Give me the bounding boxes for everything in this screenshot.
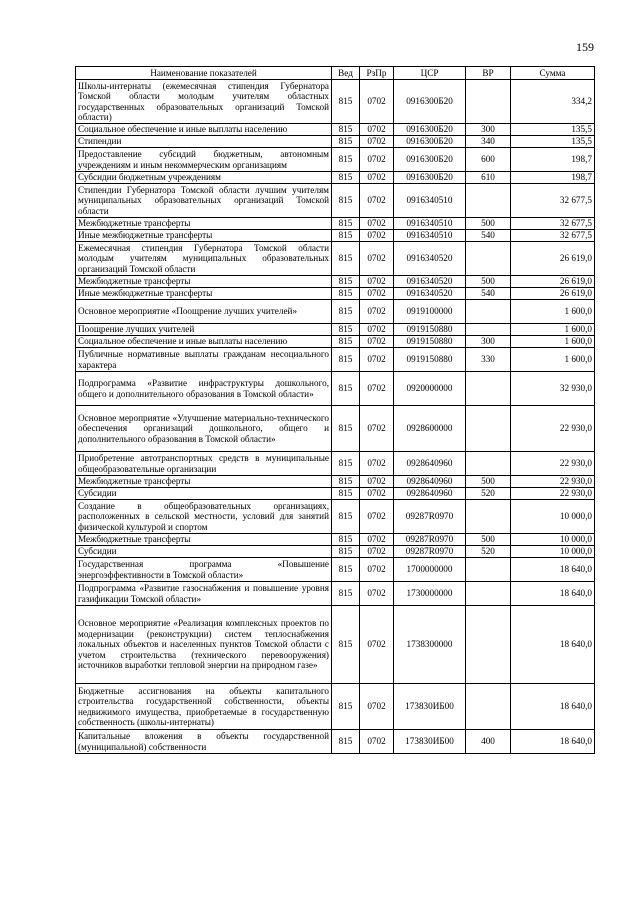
cell-name: Предоставление субсидий бюджетным, автономным учреждениям и иным некоммерческим организациям: [76, 148, 332, 172]
table-row: [76, 300, 595, 324]
cell-rzpr: 0702: [360, 230, 394, 242]
table-row: [76, 336, 595, 348]
cell-name: Стипендии: [76, 136, 332, 148]
cell-ved: 815: [332, 558, 360, 582]
cell-vr: [466, 582, 511, 606]
cell-rzpr: 0702: [360, 406, 394, 452]
cell-name: Субсидии: [76, 546, 332, 558]
cell-sum: 32 930,0: [511, 372, 595, 406]
cell-name: Школы-интернаты (ежемесячная стипендия Губернатора Томской области молодым учителям областных государственных образовательных организаций Томской области): [76, 80, 332, 124]
cell-sum: 32 677,5: [511, 184, 595, 218]
cell-name: Поощрение лучших учителей: [76, 324, 332, 336]
cell-vr: 520: [466, 546, 511, 558]
cell-rzpr: 0702: [360, 124, 394, 136]
cell-sum: 135,5: [511, 124, 595, 136]
cell-rzpr: 0702: [360, 452, 394, 476]
cell-csr: 1738300000: [394, 606, 466, 684]
cell-rzpr: 0702: [360, 300, 394, 324]
cell-vr: 610: [466, 172, 511, 184]
cell-ved: 815: [332, 684, 360, 730]
cell-sum: 1 600,0: [511, 336, 595, 348]
cell-ved: 815: [332, 324, 360, 336]
cell-vr: 500: [466, 218, 511, 230]
cell-ved: 815: [332, 300, 360, 324]
cell-sum: 1 600,0: [511, 324, 595, 336]
cell-ved: 815: [332, 534, 360, 546]
budget-table: [75, 66, 595, 754]
cell-vr: [466, 452, 511, 476]
cell-name: Бюджетные ассигнования на объекты капитального строительства государственной собственности, объекты недвижимого имущества, приобретаемые в государственную собственность (школы-интернаты): [76, 684, 332, 730]
cell-ved: 815: [332, 230, 360, 242]
cell-csr: 0916340510: [394, 218, 466, 230]
cell-ved: 815: [332, 288, 360, 300]
cell-sum: 26 619,0: [511, 288, 595, 300]
cell-ved: 815: [332, 218, 360, 230]
cell-rzpr: 0702: [360, 336, 394, 348]
cell-sum: 18 640,0: [511, 684, 595, 730]
cell-csr: 1700000000: [394, 558, 466, 582]
table-row: [76, 324, 595, 336]
header-ved: Вед: [332, 67, 360, 80]
cell-ved: 815: [332, 184, 360, 218]
table-row: [76, 172, 595, 184]
cell-csr: 0916300Б20: [394, 172, 466, 184]
cell-vr: 500: [466, 276, 511, 288]
table-row: [76, 476, 595, 488]
cell-ved: 815: [332, 606, 360, 684]
cell-sum: 18 640,0: [511, 582, 595, 606]
cell-csr: 0928640960: [394, 452, 466, 476]
cell-name: Приобретение автотранспортных средств в муниципальные общеобразовательные организации: [76, 452, 332, 476]
table-row: [76, 80, 595, 124]
table-row: [76, 684, 595, 730]
table-body: [76, 80, 595, 754]
cell-ved: 815: [332, 546, 360, 558]
table-row: [76, 372, 595, 406]
cell-csr: 0920000000: [394, 372, 466, 406]
cell-sum: 22 930,0: [511, 406, 595, 452]
cell-vr: [466, 372, 511, 406]
cell-csr: 09287R0970: [394, 500, 466, 534]
cell-csr: 0928640960: [394, 476, 466, 488]
cell-vr: 300: [466, 124, 511, 136]
cell-name: Межбюджетные трансферты: [76, 534, 332, 546]
table-row: [76, 184, 595, 218]
table-row: [76, 582, 595, 606]
cell-rzpr: 0702: [360, 500, 394, 534]
cell-ved: 815: [332, 242, 360, 276]
cell-csr: 0916340520: [394, 276, 466, 288]
cell-rzpr: 0702: [360, 172, 394, 184]
cell-csr: 0916340520: [394, 288, 466, 300]
cell-sum: 22 930,0: [511, 452, 595, 476]
cell-ved: 815: [332, 148, 360, 172]
cell-vr: [466, 606, 511, 684]
cell-rzpr: 0702: [360, 488, 394, 500]
cell-name: Основное мероприятие «Реализация комплексных проектов по модернизации (реконструкции) систем теплоснабжения локальных объектов и населенных пунктов Томской области с учетом строительства (технического перевооружения) источников выработки тепловой энергии на природном газе»: [76, 606, 332, 684]
cell-sum: 18 640,0: [511, 558, 595, 582]
table-row: [76, 288, 595, 300]
table-row: [76, 348, 595, 372]
cell-sum: 22 930,0: [511, 476, 595, 488]
cell-name: Межбюджетные трансферты: [76, 218, 332, 230]
cell-name: Социальное обеспечение и иные выплаты населению: [76, 124, 332, 136]
cell-sum: 10 000,0: [511, 534, 595, 546]
cell-ved: 815: [332, 476, 360, 488]
cell-csr: 0919150880: [394, 336, 466, 348]
cell-ved: 815: [332, 172, 360, 184]
header-name: Наименование показателей: [76, 67, 332, 80]
cell-name: Основное мероприятие «Улучшение материально-технического обеспечения организаций дошкольного, общего и дополнительного образования в Томской области»: [76, 406, 332, 452]
cell-csr: 0916300Б20: [394, 80, 466, 124]
table-row: [76, 488, 595, 500]
table-row: [76, 452, 595, 476]
cell-vr: [466, 80, 511, 124]
cell-ved: 815: [332, 276, 360, 288]
cell-sum: 32 677,5: [511, 230, 595, 242]
table-row: [76, 242, 595, 276]
table-row: [76, 218, 595, 230]
cell-csr: 09287R0970: [394, 534, 466, 546]
cell-vr: 340: [466, 136, 511, 148]
cell-ved: 815: [332, 452, 360, 476]
cell-ved: 815: [332, 136, 360, 148]
header-csr: ЦСР: [394, 67, 466, 80]
table-row: [76, 230, 595, 242]
cell-name: Государственная программа «Повышение энергоэффективности в Томской области»: [76, 558, 332, 582]
cell-csr: 0916340510: [394, 230, 466, 242]
cell-sum: 198,7: [511, 148, 595, 172]
table-row: [76, 534, 595, 546]
table-row: [76, 606, 595, 684]
cell-csr: 0928640960: [394, 488, 466, 500]
cell-vr: 600: [466, 148, 511, 172]
table-row: [76, 124, 595, 136]
cell-vr: [466, 300, 511, 324]
cell-rzpr: 0702: [360, 242, 394, 276]
cell-rzpr: 0702: [360, 534, 394, 546]
cell-name: Социальное обеспечение и иные выплаты населению: [76, 336, 332, 348]
cell-rzpr: 0702: [360, 546, 394, 558]
cell-sum: 26 619,0: [511, 276, 595, 288]
cell-rzpr: 0702: [360, 606, 394, 684]
cell-sum: 26 619,0: [511, 242, 595, 276]
cell-rzpr: 0702: [360, 218, 394, 230]
cell-vr: [466, 184, 511, 218]
cell-name: Иные межбюджетные трансферты: [76, 288, 332, 300]
cell-rzpr: 0702: [360, 476, 394, 488]
cell-csr: 0916300Б20: [394, 136, 466, 148]
table-row: [76, 406, 595, 452]
cell-csr: 173830ИБ00: [394, 684, 466, 730]
header-rzpr: РзПр: [360, 67, 394, 80]
cell-ved: 815: [332, 80, 360, 124]
cell-vr: [466, 558, 511, 582]
cell-csr: 0916340510: [394, 184, 466, 218]
cell-sum: 32 677,5: [511, 218, 595, 230]
cell-vr: 400: [466, 730, 511, 754]
cell-csr: 173830ИБ00: [394, 730, 466, 754]
cell-name: Субсидии бюджетным учреждениям: [76, 172, 332, 184]
cell-name: Межбюджетные трансферты: [76, 476, 332, 488]
cell-ved: 815: [332, 582, 360, 606]
table-row: [76, 730, 595, 754]
cell-ved: 815: [332, 336, 360, 348]
cell-sum: 334,2: [511, 80, 595, 124]
cell-name: Основное мероприятие «Поощрение лучших учителей»: [76, 300, 332, 324]
cell-ved: 815: [332, 348, 360, 372]
cell-name: Создание в общеобразовательных организациях, расположенных в сельской местности, условий для занятий физической культурой и спортом: [76, 500, 332, 534]
table-row: [76, 558, 595, 582]
cell-sum: 18 640,0: [511, 606, 595, 684]
cell-csr: 0916340520: [394, 242, 466, 276]
cell-name: Межбюджетные трансферты: [76, 276, 332, 288]
cell-name: Иные межбюджетные трансферты: [76, 230, 332, 242]
cell-ved: 815: [332, 372, 360, 406]
cell-name: Стипендии Губернатора Томской области лучшим учителям муниципальных образовательных организаций Томской области: [76, 184, 332, 218]
cell-vr: [466, 242, 511, 276]
cell-vr: [466, 500, 511, 534]
table-row: [76, 546, 595, 558]
cell-rzpr: 0702: [360, 288, 394, 300]
cell-csr: 1730000000: [394, 582, 466, 606]
cell-sum: 18 640,0: [511, 730, 595, 754]
cell-name: Подпрограмма «Развитие инфраструктуры дошкольного, общего и дополнительного образования в Томской области»: [76, 372, 332, 406]
cell-rzpr: 0702: [360, 80, 394, 124]
cell-vr: 500: [466, 476, 511, 488]
cell-sum: 1 600,0: [511, 348, 595, 372]
table-row: [76, 276, 595, 288]
cell-rzpr: 0702: [360, 324, 394, 336]
cell-vr: [466, 406, 511, 452]
cell-ved: 815: [332, 500, 360, 534]
header-vr: ВР: [466, 67, 511, 80]
cell-name: Подпрограмма «Развитие газоснабжения и повышение уровня газификации Томской области»: [76, 582, 332, 606]
cell-name: Капитальные вложения в объекты государственной (муниципальной) собственности: [76, 730, 332, 754]
cell-csr: 0919150880: [394, 348, 466, 372]
cell-rzpr: 0702: [360, 276, 394, 288]
cell-sum: 10 000,0: [511, 546, 595, 558]
cell-vr: 500: [466, 534, 511, 546]
cell-vr: 520: [466, 488, 511, 500]
cell-ved: 815: [332, 124, 360, 136]
cell-vr: 540: [466, 288, 511, 300]
cell-rzpr: 0702: [360, 684, 394, 730]
cell-ved: 815: [332, 488, 360, 500]
cell-csr: 0916300Б20: [394, 124, 466, 136]
header-sum: Сумма: [511, 67, 595, 80]
cell-ved: 815: [332, 730, 360, 754]
table-row: [76, 148, 595, 172]
cell-rzpr: 0702: [360, 372, 394, 406]
cell-csr: 0919100000: [394, 300, 466, 324]
cell-rzpr: 0702: [360, 582, 394, 606]
cell-rzpr: 0702: [360, 136, 394, 148]
cell-csr: 0916300Б20: [394, 148, 466, 172]
table-row: [76, 136, 595, 148]
cell-vr: [466, 684, 511, 730]
table-row: [76, 500, 595, 534]
cell-csr: 09287R0970: [394, 546, 466, 558]
cell-rzpr: 0702: [360, 348, 394, 372]
cell-vr: 330: [466, 348, 511, 372]
cell-sum: 1 600,0: [511, 300, 595, 324]
cell-rzpr: 0702: [360, 148, 394, 172]
cell-csr: 0919150880: [394, 324, 466, 336]
cell-rzpr: 0702: [360, 184, 394, 218]
cell-sum: 10 000,0: [511, 500, 595, 534]
cell-sum: 22 930,0: [511, 488, 595, 500]
cell-sum: 135,5: [511, 136, 595, 148]
cell-csr: 0928600000: [394, 406, 466, 452]
cell-vr: 540: [466, 230, 511, 242]
cell-vr: 300: [466, 336, 511, 348]
page-number: 159: [576, 40, 594, 54]
cell-ved: 815: [332, 406, 360, 452]
cell-vr: [466, 324, 511, 336]
cell-name: Публичные нормативные выплаты гражданам несоциального характера: [76, 348, 332, 372]
cell-name: Субсидии: [76, 488, 332, 500]
cell-sum: 198,7: [511, 172, 595, 184]
cell-rzpr: 0702: [360, 730, 394, 754]
cell-name: Ежемесячная стипендия Губернатора Томской области молодым учителям муниципальных образовательных организаций Томской области: [76, 242, 332, 276]
table-header-row: [76, 67, 595, 80]
cell-rzpr: 0702: [360, 558, 394, 582]
